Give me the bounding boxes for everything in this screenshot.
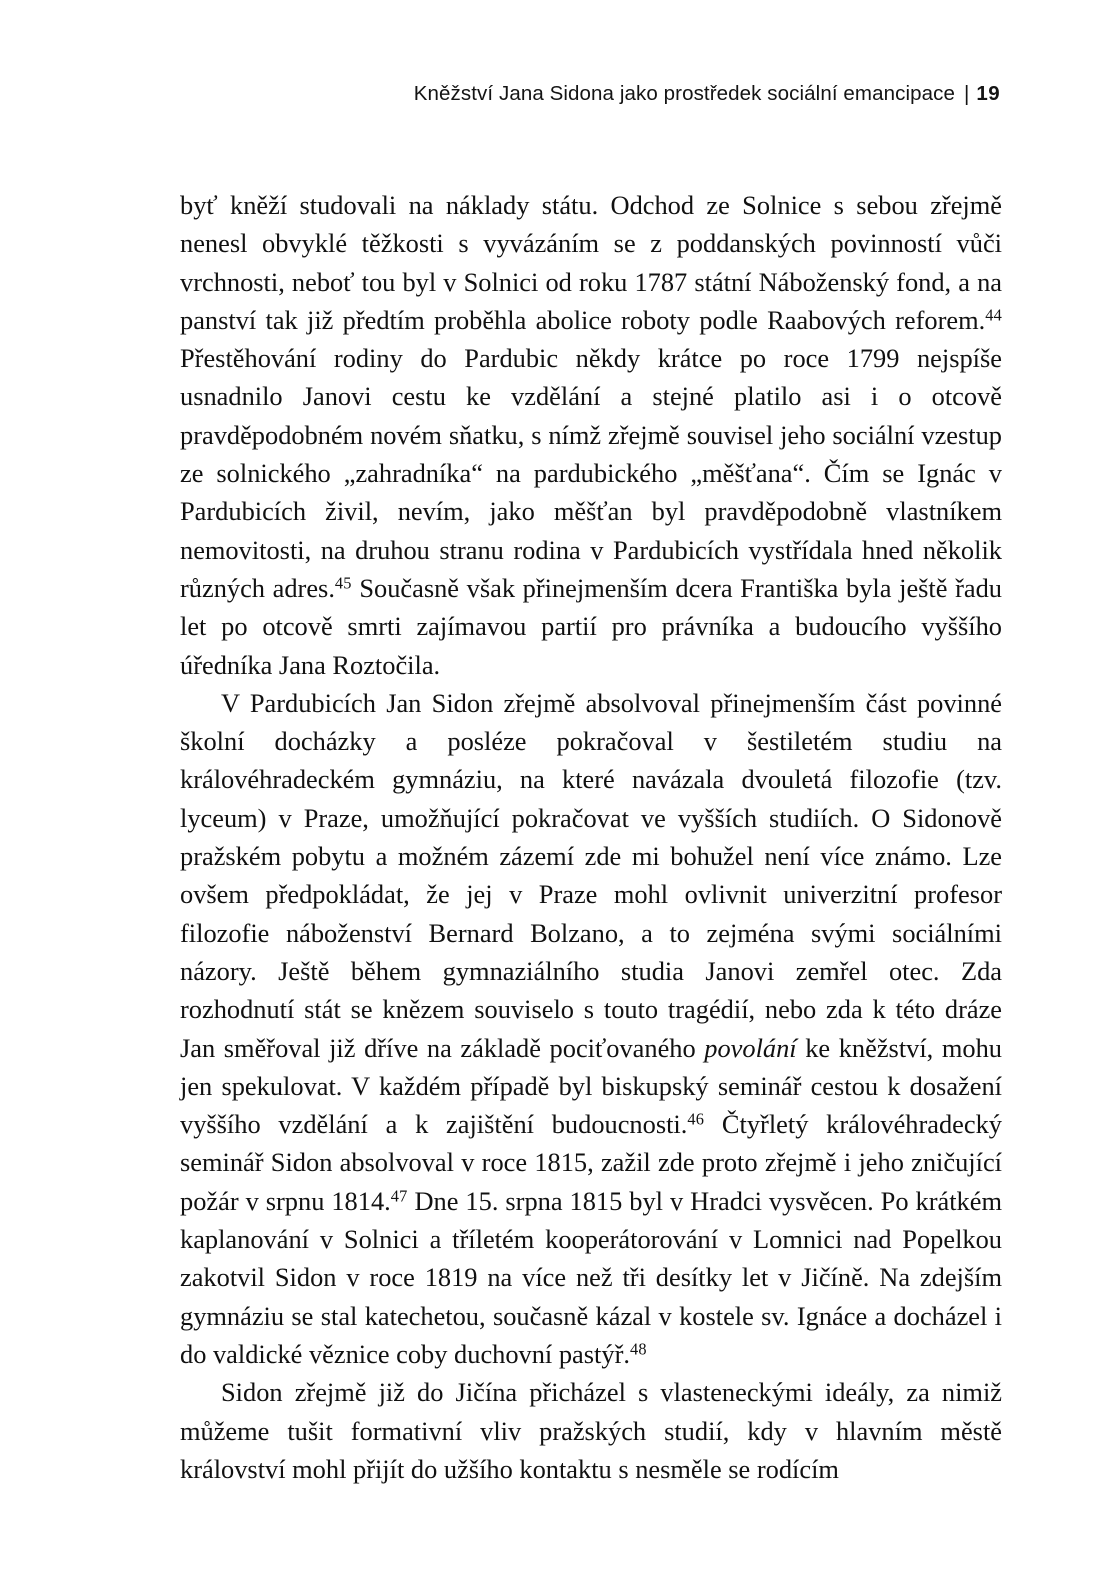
paragraph: V Pardubicích Jan Sidon zřejmě absolvoval přinejmenším část povinné školní docházky a posléze pokračoval v šestiletém studiu na královéhradeckém gymnáziu, na které navázala dvouletá filozofie (tzv. lyceum) v Praze, umožňující pokračovat ve vyšších studiích. O Sidonově pražském pobytu a možném zázemí zde mi bohužel není více známo. Lze ovšem předpokládat, že jej v Praze mohl ovlivnit univerzitní profesor filozofie náboženství Bernard Bolzano, a to zejména svými sociálními názory. Ještě během gymnaziálního studia Janovi zemřel otec. Zda rozhodnutí stát se knězem souviselo s touto tragédií, nebo zda k této dráze Jan směřoval již dříve na základě pociťovaného povolání ke kněžství, mohu jen spekulovat. V každém případě byl biskupský seminář cestou k dosažení vyššího vzdělání a k zajištění budoucnosti.$^{46}$ Čtyřletý královéhradecký seminář Sidon absolvoval v roce 1815, zažil zde proto zřejmě i jeho zničující požár v srpnu 1814.47 Dne 15. srpna 1815 byl v Hradci vysvěcen. Po krátkém kaplanování v Solnici a tříletém kooperátorování v Lomnici nad Popelkou zakotvil Sidon v roce 1819 na více než tři desítky let v Jičíně. Na zdejším gymnáziu se stal katechetou, současně kázal v kostele sv. Ignáce a docházel i do valdické věznice coby duchovní pastýř.$^{48}$ xyxy=(180,687,1002,1369)
footnote-reference[interactable]: 48 xyxy=(629,1339,647,1359)
paragraph: Sidon zřejmě již do Jičína přicházel s vlasteneckými ideály, za nimiž můžeme tušit formativní vliv pražských studií, kdy v hlavním městě království mohl přijít do užšího kontaktu s nesměle se rodícím xyxy=(180,1377,1002,1484)
footnote-reference[interactable]: 47 xyxy=(390,1186,408,1206)
paragraph: byť kněží studovali na náklady státu. Odchod ze Solnice s sebou zřejmě nenesl obvyklé těžkosti s vyvázáním se z poddanských povinností vůči vrchnosti, neboť tou byl v Solnici od roku 1787 státní Náboženský fond, a na panství tak již předtím proběhla abolice roboty podle Raabových reforem.$^{44}$ Přestěhování rodiny do Pardubic někdy krátce po roce 1799 nejspíše usnadnilo Janovi cestu ke vzdělání a stejné platilo asi i o otcově pravděpodobném novém sňatku, s nímž zřejmě souvisel jeho sociální vzestup ze solnického „zahradníka“ na pardubického „měšťana“. Čím se Ignác v Pardubicích živil, nevím, jako měšťan byl pravděpodobně vlastníkem nemovitosti, na druhou stranu rodina v Pardubicích vystřídala hned několik různých adres.$^{45}$ Současně však přinejmenším dcera Františka byla ještě řadu let po otcově smrti zajímavou partií pro právníka a budoucího vyššího úředníka Jana Roztočila. xyxy=(180,190,1003,680)
running-head-title: Kněžství Jana Sidona jako prostředek sociální emancipace xyxy=(413,82,955,105)
running-head xyxy=(180,82,1000,107)
footnote-reference[interactable]: 44 xyxy=(985,305,1002,325)
emphasised-term: povolání xyxy=(704,1032,797,1063)
page-number: 19 xyxy=(976,82,1000,105)
body-text-column xyxy=(180,186,1002,1488)
footnote-reference[interactable]: 45 xyxy=(334,573,352,593)
running-head-separator: | xyxy=(963,81,970,106)
footnote-reference[interactable]: 46 xyxy=(687,1109,705,1129)
